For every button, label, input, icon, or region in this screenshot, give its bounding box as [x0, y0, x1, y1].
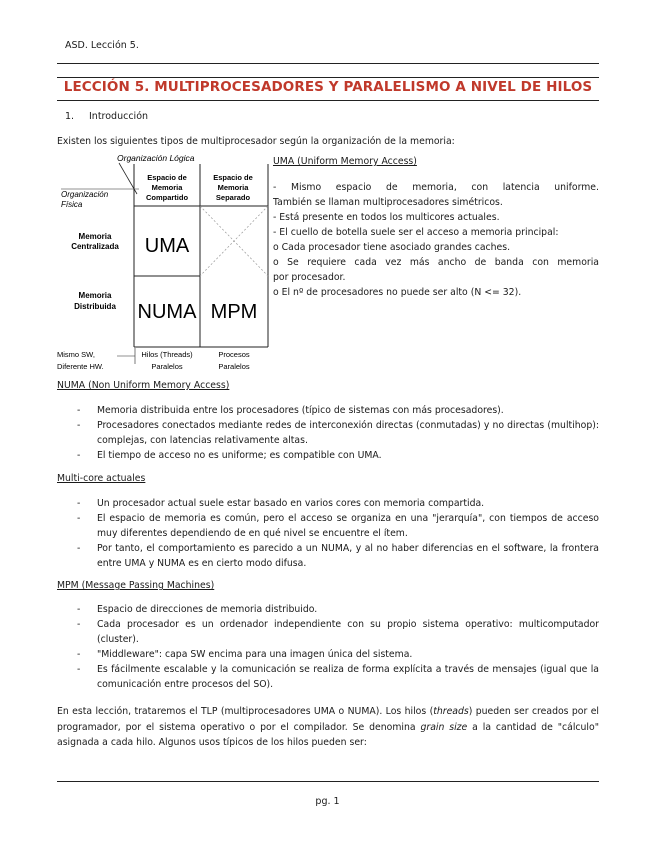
- closing-grain-size-term: grain size: [420, 721, 468, 733]
- org-fisica-label-2: Física: [61, 200, 83, 209]
- col-separate-1: Espacio de: [213, 173, 253, 182]
- foot-left-2: Diferente HW.: [57, 362, 104, 371]
- row-central-2: Centralizada: [71, 242, 119, 251]
- list-item: - Procesadores conectados mediante redes de interconexión directas (conmutadas) y no directas (multihop): complejas, con latencias relativamente altas.: [77, 420, 599, 446]
- org-fisica-label-1: Organización: [61, 190, 109, 199]
- uma-heading: UMA (Uniform Memory Access): [273, 156, 417, 167]
- foot-mid-2: Paralelos: [151, 362, 183, 371]
- uma-line: o Cada procesador tiene asociado grandes caches.: [273, 242, 511, 253]
- mpm-cell: MPM: [210, 301, 258, 323]
- col-shared-3: Compartido: [145, 193, 189, 202]
- uma-cell: UMA: [144, 235, 190, 257]
- mpm-list: [57, 602, 599, 692]
- list-item: - Es fácilmente escalable y la comunicación se realiza de forma explícita a través de mensajes (igual que la comunicación entre procesos del SO).: [77, 664, 599, 690]
- list-item: - El espacio de memoria es común, pero el acceso se organiza en una "jerarquía", con tiempos de acceso muy diferentes dependiendo de en qué nivel se encuentre el ítem.: [77, 513, 599, 539]
- memory-organization-diagram: [57, 152, 271, 377]
- closing-text: a la cantidad de "cálculo" asignada a cada hilo. Algunos usos típicos de los hilos pueden ser:: [57, 721, 599, 748]
- list-item: - "Middleware": capa SW encima para una imagen única del sistema.: [57, 647, 599, 662]
- footer-rule: [57, 781, 599, 782]
- col-separate-3: Separado: [215, 193, 251, 202]
- closing-text: ) pueden ser creados por el programador, por el sistema operativo o por el compilador. Se denomina: [57, 706, 600, 733]
- foot-right-1: Procesos: [218, 350, 250, 359]
- list-item: - Un procesador actual suele estar basado en varios cores con memoria compartida.: [57, 496, 599, 511]
- title-rule-bottom: [57, 100, 599, 101]
- page-header: ASD. Lección 5.: [65, 40, 139, 51]
- multicore-bullet-text: Un procesador actual suele estar basado en varios cores con memoria compartida.: [97, 498, 485, 509]
- uma-line: o El nº de procesadores no puede ser alto (N <= 32).: [273, 287, 522, 298]
- list-item: - Cada procesador es un ordenador independiente con su propio sistema operativo: multicomputador (cluster).: [77, 619, 599, 645]
- row-central-1: Memoria: [78, 232, 112, 241]
- uma-line: - Está presente en todos los multicores actuales.: [273, 212, 500, 223]
- numa-bullet-text: El tiempo de acceso no es uniforme; es compatible con UMA.: [97, 450, 382, 461]
- foot-right-2: Paralelos: [218, 362, 250, 371]
- lesson-title: LECCIÓN 5. MULTIPROCESADORES Y PARALELISMO A NIVEL DE HILOS: [63, 79, 593, 95]
- closing-threads-term: threads: [433, 706, 469, 717]
- mpm-bullet-text: Cada procesador es un ordenador independiente con su propio sistema operativo: multicomputador (cluster).: [97, 619, 599, 645]
- mpm-heading: MPM (Message Passing Machines): [57, 580, 215, 591]
- multicore-list: [57, 496, 599, 571]
- section-heading: [57, 111, 148, 122]
- col-shared-2: Memoria: [151, 183, 183, 192]
- uma-description: [273, 180, 599, 300]
- title-rule-top: [57, 77, 599, 78]
- row-distributed-2: Distribuida: [74, 302, 116, 311]
- section-title: Introducción: [89, 111, 149, 122]
- uma-line: También se llaman multiprocesadores simétricos.: [273, 197, 503, 208]
- numa-heading: NUMA (Non Uniform Memory Access): [57, 380, 230, 391]
- numa-list: [57, 403, 599, 463]
- col-shared-1: Espacio de: [147, 173, 187, 182]
- multicore-bullet-text: El espacio de memoria es común, pero el acceso se organiza en una "jerarquía", con tiempos de acceso muy diferentes dependiendo de en qué nivel se encuentre el ítem.: [97, 513, 599, 539]
- closing-paragraph: [57, 704, 599, 751]
- multicore-heading: Multi-core actuales: [57, 473, 146, 484]
- mpm-bullet-text: "Middleware": capa SW encima para una imagen única del sistema.: [97, 649, 413, 660]
- intro-paragraph: Existen los siguientes tipos de multiprocesador según la organización de la memoria:: [57, 136, 455, 147]
- section-number: 1.: [65, 111, 75, 122]
- list-item: - Por tanto, el comportamiento es parecido a un NUMA, y al no haber diferencias en el software, la frontera entre UMA y NUMA es en cierto modo difusa.: [77, 543, 599, 569]
- uma-line: o Se requiere cada vez más ancho de banda con memoria: [273, 257, 599, 268]
- numa-cell: NUMA: [137, 301, 197, 323]
- numa-bullet-text: Memoria distribuida entre los procesadores (típico de sistemas con más procesadores).: [97, 405, 504, 416]
- cross-line-b: [200, 206, 268, 276]
- uma-line: - El cuello de botella suele ser el acceso a memoria principal:: [273, 227, 559, 238]
- org-logica-label: Organización Lógica: [117, 153, 195, 163]
- page-number: pg. 1: [315, 796, 340, 807]
- list-item: - El tiempo de acceso no es uniforme; es compatible con UMA.: [57, 448, 599, 463]
- list-item: - Memoria distribuida entre los procesadores (típico de sistemas con más procesadores).: [57, 403, 599, 418]
- numa-bullet-text: Procesadores conectados mediante redes de interconexión directas (conmutadas) y no directas (multihop): complejas, con latencias relativamente altas.: [97, 420, 599, 446]
- list-item: - Espacio de direcciones de memoria distribuido.: [57, 602, 599, 617]
- multicore-bullet-text: Por tanto, el comportamiento es parecido a un NUMA, y al no haber diferencias en el software, la frontera entre UMA y NUMA es en cierto modo difusa.: [97, 543, 599, 569]
- mpm-bullet-text: Es fácilmente escalable y la comunicación se realiza de forma explícita a través de mensajes (igual que la comunicación entre procesos del SO).: [97, 664, 599, 690]
- mpm-bullet-text: Espacio de direcciones de memoria distribuido.: [97, 604, 318, 615]
- uma-line: por procesador.: [273, 272, 346, 283]
- foot-left-1: Mismo SW,: [57, 350, 95, 359]
- uma-line: - Mismo espacio de memoria, con latencia uniforme.: [273, 182, 599, 193]
- row-distributed-1: Memoria: [78, 291, 112, 300]
- closing-text: En esta lección, trataremos el TLP (multiprocesadores UMA o NUMA). Los hilos (: [57, 706, 434, 717]
- col-separate-2: Memoria: [217, 183, 249, 192]
- foot-mid-1: Hilos (Threads): [141, 350, 193, 359]
- header-rule: [57, 63, 599, 64]
